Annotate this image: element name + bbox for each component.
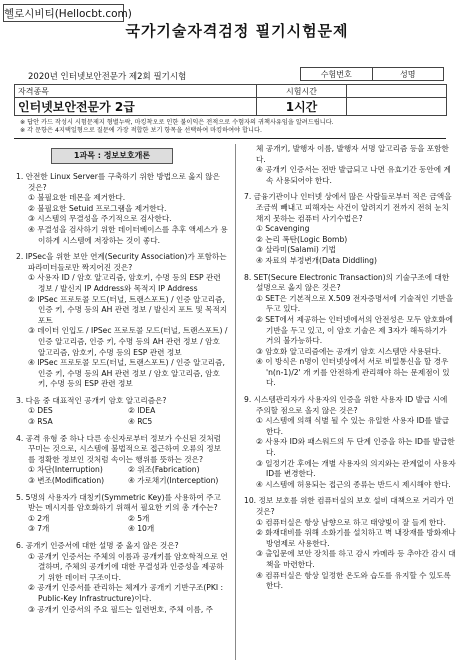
option: ① 사용자 ID / 암호 알고리즘, 암호키, 수명 등의 ESP 관련 정보 / 발신지 IP Address와 목적지 IP Address (28, 273, 221, 293)
question-continuation (244, 144, 456, 186)
question (244, 192, 456, 266)
name-label: 성명 (372, 68, 444, 81)
column-divider (235, 144, 236, 660)
header-divider (14, 138, 446, 139)
option: ④ 무결성을 검사하기 위한 데이터베이스를 추후 액세스가 용이하게 시스템에 저장하는 것이 좋다. (28, 224, 228, 245)
option: ④ IPSec 프로토콜 모드(터널, 트랜스포트) / 인증 알고리즘, 인증 키, 수명 등의 AH 관련 정보 / 암호 알고리즘, 암호키, 수명 등의 ESP 관련 정보 (28, 358, 225, 389)
question (244, 395, 456, 490)
option: ③ 7개 (28, 524, 50, 534)
option: ② 사용자 ID와 패스워드의 두 단계 인증을 하는 ID를 발급한다. (256, 437, 455, 458)
option: ④ 컴퓨터실은 항상 일정한 온도와 습도를 유지할 수 있도록 한다. (256, 570, 451, 591)
option: ④ 자료의 부정변개(Data Diddling) (256, 255, 377, 265)
note: ※ 답안 카드 작성시 시험문제지 형별누락, 마킹착오로 인한 불이익은 전적으로 수험자의 귀책사유임을 알려드립니다. (20, 119, 334, 126)
option-row (16, 417, 228, 428)
option: ① 시스템에 의해 식별 될 수 있는 유일한 사용자 ID를 발급한다. (256, 416, 450, 436)
exam-meta: 2020년 인터넷보안전문가 제2회 필기시험 (28, 72, 187, 82)
option: ④ 시스템에 허용되는 접근의 종류는 반드시 제시해야 한다. (256, 479, 451, 489)
exam-title: 국가기술자격검정 필기시험문제 (125, 22, 349, 40)
notes (20, 119, 334, 135)
blank-cell (347, 98, 447, 116)
field-value: 인터넷보안전문가 2급 (15, 98, 257, 116)
option: ① 컴퓨터실은 항상 남향으로 하고 태양빛이 잘 들게 한다. (256, 517, 446, 527)
question (16, 493, 228, 535)
option: ③ RSA (28, 417, 53, 427)
option: ① 2개 (28, 513, 50, 523)
option: ② 화재대비를 위해 소화기를 설치하고 벽 내장재를 방화재나 방염제로 사용한다. (256, 528, 456, 548)
option-row (16, 476, 228, 487)
option: ① Scavenging (256, 224, 310, 234)
question-stem: 7. 금융기관이나 인터넷 상에서 많은 사람들로부터 적은 금액을 조금씩 빼내고 피해자는 사건이 알려지기 전까지 전혀 눈치 채지 못하는 컴퓨터 사기수법은? (244, 192, 452, 223)
question-stem: 2. IPSec을 위한 보안 연계(Security Association)가 포함하는 파라미터들로만 짝지어진 것은? (16, 252, 227, 272)
question-stem: 9. 시스템관리자가 사용자의 인증을 위한 사용자 ID 발급 시에 주의할 점으로 올지 않은 것은? (244, 395, 448, 415)
blank-cell (347, 85, 447, 98)
question-stem: 1. 안전한 Linux Server를 구축하기 위한 방법으로 옳지 않은 것은? (16, 172, 220, 192)
question (16, 434, 228, 487)
right-column (244, 144, 456, 598)
option: ① 공개키 인증서는 주체의 이름과 공개키를 암호학적으로 연결하며, 주체의 공개키에 대한 무결성과 인증성을 제공하기 위한 데이터 구조이다. (28, 551, 228, 582)
option: ② IPSec 프로토콜 모드(터널, 트랜스포트) / 인증 알고리즘, 인증 키, 수명 등의 AH 관련 정보 / 발신지 포트 및 목적지 포트 (28, 294, 228, 325)
option: ① 불필요한 데몬을 제거한다. (28, 193, 126, 203)
question-stem: 3. 다음 중 대표적인 공개키 암호 알고리즘은? (16, 395, 167, 405)
exam-number-label: 수험번호 (301, 68, 373, 81)
question (16, 252, 228, 390)
option-continuation: 체 공개키, 발행자 이름, 발행자 서명 알고리즘 등을 포함한다. (256, 144, 449, 164)
option: ② SET에서 제공하는 인터넷에서의 안전성은 모두 암호화에 기반을 두고 있고, 이 암호 기술은 제 3자가 해독하기가 거의 불가능하다. (256, 314, 453, 346)
question (244, 496, 456, 591)
option: ① 차단(Interruption) (28, 465, 103, 475)
question (16, 396, 228, 428)
question (244, 273, 456, 390)
option: ③ 변조(Modification) (28, 476, 105, 486)
question (16, 541, 228, 615)
option: ④ 10개 (128, 524, 155, 534)
option: ③ 데이터 인입도 / IPSec 프로토콜 모드(터널, 트랜스포트) / 인증 알고리즘, 인증 키, 수명 등의 AH 관련 정보 / 암호 알고리즘, 암호키, 수명 등의 ESP 관련 정보 (28, 326, 228, 357)
exam-info-table (14, 84, 447, 116)
option: ③ 공개키 인증서의 주요 필드는 일련번호, 주체 이름, 주 (28, 604, 213, 614)
option: ② 공개키 인증서를 관리하는 체계가 공개키 기반구조(PKI : Public-Key Infrastructure)이다. (28, 583, 224, 603)
time-value: 1시간 (257, 98, 347, 116)
option: ③ 출입문에 보안 장치를 하고 감시 카메라 등 추야간 감시 대책을 마련한다. (256, 549, 456, 569)
option-row (16, 524, 228, 535)
option-row (16, 465, 228, 476)
subject-heading: 1과목 : 정보보호개론 (51, 148, 173, 164)
option: ③ 암호화 알고리즘에는 공개키 암호 시스템만 사용된다. (256, 346, 442, 356)
question (16, 172, 228, 246)
option-row (16, 406, 228, 417)
note: ※ 각 문항은 4지택일형으로 질문에 가장 적합한 보기 항목을 선택하여 마킹하여야 합니다. (20, 127, 262, 134)
option-row (16, 514, 228, 525)
option: ④ RC5 (128, 417, 153, 427)
question-stem: 8. SET(Secure Electronic Transaction)의 기술구조에 대한 설명으로 옳지 않은 것은? (244, 272, 450, 293)
question-stem: 5. 5명의 사용자가 대칭키(Symmetric Key)를 사용하여 주고받는 메시지를 암호화하기 위해서 필요한 키의 총 개수는? (16, 492, 221, 513)
option: ③ 일정기간 후에는 개별 사용자의 의지와는 관계없이 사용자 ID를 변경한다. (256, 458, 456, 479)
question-stem: 4. 공격 유형 중 하나 다른 송신자로부터 정보가 수신된 것처럼 꾸미는 것으로, 시스템에 불법적으로 접근하여 오류의 정보를 정확한 정보인 것처럼 속이는 행위를 뜻하는 것은? (16, 433, 222, 464)
option: ④ 이 방식은 n명이 인터넷상에서 서로 비밀통신을 할 경우 'n(n-1)/2' 개 키를 안전하게 관리해야 하는 문제점이 있다. (256, 357, 450, 388)
option: ② 위조(Fabrication) (128, 465, 200, 475)
candidate-info-table (300, 67, 444, 81)
option: ③ 시스템의 무결성을 주기적으로 검사한다. (28, 214, 172, 224)
left-column (16, 144, 228, 621)
brand-label: 헬로시비티(Hellocbt.com) (3, 4, 124, 22)
option: ② 5개 (128, 513, 150, 523)
option: ③ 살라미(Salami) 기법 (256, 245, 336, 255)
option: ④ 가로채기(Interception) (128, 476, 219, 486)
option: ④ 공개키 인증서는 전반 발급되고 나면 유효기간 동안에 계속 사용되어야 한다. (256, 165, 451, 185)
option: ② IDEA (128, 406, 156, 416)
question-stem: 10. 정보 보호를 위한 컴퓨터실의 보호 설비 대책으로 거리가 먼 것은? (244, 496, 454, 516)
option: ① DES (28, 406, 53, 416)
option: ① SET은 기본적으로 X.509 전자증명서에 기술적인 기반을 두고 있다. (256, 293, 454, 314)
time-label: 시험시간 (257, 85, 347, 98)
field-label: 자격종목 (15, 85, 257, 98)
question-stem: 6. 공개키 인증서에 대한 설명 중 옳지 않은 것은? (16, 541, 179, 550)
option: ② 불필요한 Setuid 프로그램을 제거한다. (28, 203, 167, 213)
option: ② 논리 폭탄(Logic Bomb) (256, 234, 348, 244)
